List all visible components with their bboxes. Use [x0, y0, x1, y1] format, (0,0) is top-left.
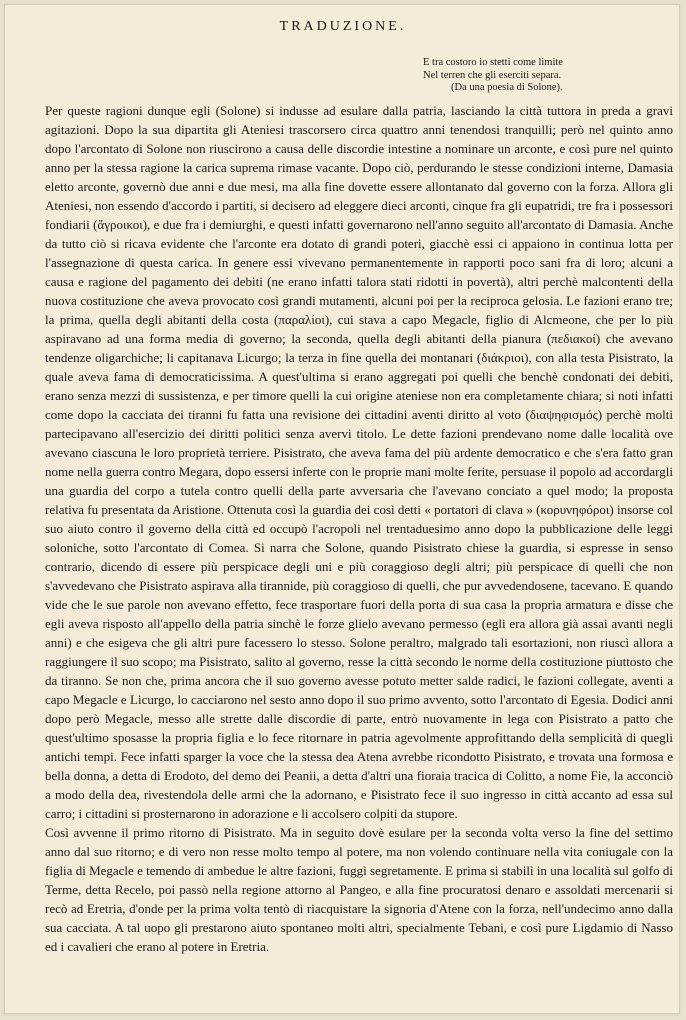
document-page [4, 4, 680, 1014]
paragraph-1: Per queste ragioni dunque egli (Solone) si indusse ad esulare dalla patria, lasciando la città tuttora in preda a gravi agitazioni. Dopo la sua dipartita gli Ateniesi trascorsero circa quattro anni tenendosi tranquilli; però nel quinto anno dopo l'arcontato di Solone non riuscirono a causa delle discordie intestine a nominare un arconte, e così pure nel quinto anno per la stessa ragione la carica suprema rimase vacante. Dopo ciò, perdurando le stesse condizioni interne, Damasia eletto arconte, governò due anni e due mesi, ma alla fine dovette essere allontanato dal governo con la forza. Allora gli Ateniesi, non essendo d'accordo i partiti, si decisero ad eleggere dieci arconti, cinque fra gli eupatridi, tre fra i possessori fondiarii (ἄγροικοι), e due fra i demiurghi, e questi infatti governarono nell'anno seguito all'arcontato di Damasia. Anche da tutto ciò si ricava evidente che l'arconte era dotato di grandi poteri, giacchè essi ci appaiono in continua lotta per l'assegnazione di questa carica. In genere essi vivevano permanentemente in rapporti poco sani fra di loro; alcuni a causa e ragione del pagamento dei debiti (ne erano infatti talora stati ridotti in povertà), altri perchè malcontenti della nuova costituzione che aveva provocato così grandi mutamenti, alcuni poi per la reciproca gelosia. Le fazioni erano tre; la prima, quella degli abitanti della costa (παραλίοι), cui stava a capo Megacle, figlio di Alcmeone, che per lo più aspiravano ad una forma media di governo; la seconda, quella degli abitanti della pianura (πεδιακοί) che avevano tendenze oligarchiche; li capitanava Licurgo; la terza in fine quella dei montanari (διάκριοι), con alla testa Pisistrato, la quale aveva fama di democraticissima. A quest'ultima si erano aggregati poi quelli che benchè condonati dei debiti, erano senza mezzi di sussistenza, e per timore quelli la cui origine ateniese non era completamente chiara; si noti infatti come dopo la cacciata dei tiranni fu fatta una revisione dei cittadini aventi diritto al voto (διαψηφισμός) perchè molti partecipavano all'esercizio dei diritti politici senza avervi titolo. Le dette fazioni prendevano nome dalle località ove avevano ciascuna le loro proprietà terriere. Pisistrato, che aveva fama del più ardente democratico e che s'era fatto gran nome nella guerra contro Megara, dopo essersi inferte con le proprie mani molte ferite, persuase il popolo ad accordargli una guardia del corpo a tutela contro quelli della parte avversaria che l'avevano conciato a quel modo; la proposta relativa fu presentata da Aristione. Ottenuta così la guardia dei così detti « portatori di clava » (κορυνηφόροι) insorse col suo aiuto contro il governo della città ed occupò l'acropoli nel trentaduesimo anno dopo la pubblicazione delle leggi soloniche, sotto l'arcontato di Comea. Si narra che Solone, quando Pisistrato chiese la guardia, si espresse in senso contrario, dicendo di essere più perspicace degli uni e più coraggioso degli altri; più perspicace di quelli che non s'avvedevano che Pisistrato aspirava alla tirannide, più coraggioso di quelli, che pur avvedendosene, tacevano. E quando vide che le sue parole non avevano effetto, fece trasportare fuori della porta di sua casa la propria armatura e disse che egli aveva risposto all'appello della patria sinchè le forze glielo avevano permesso (egli era allora già assai avanti negli anni) e che esigeva che gli altri pure facessero lo stesso. Solone peraltro, malgrado tali esortazioni, non riuscì allora a raggiungere il suo scopo; ma Pisistrato, salito al governo, resse la città secondo le norme della costituzione piuttosto che da tiranno. Se non che, prima ancora che il suo governo avesse potuto metter salde radici, le fazioni collegate, aventi a capo Megacle e Licurgo, lo cacciarono nel sesto anno dopo il suo primo avvento, sotto l'arcontato di Egesia. Dodici anni dopo però Megacle, messo alle strette dalle discordie di parte, entrò nuovamente in lega con Pisistrato a patto che quest'ultimo sposasse la propria figlia e lo fece ritornare in patria agevolmente approfittando della semplicità di quegli antichi tempi. Fece infatti sparger la voce che la stessa dea Atena avrebbe ricondotto Pisistrato, e trovata una formosa e bella donna, a detta di Erodoto, del demo dei Peanii, a detta d'altri una fioraia tracica di Colitto, a nome Fie, la acconciò a modo della dea, rivestendola delle armi che la adornano, e Pisistrato fece il suo ingresso in città accanto ad essa sul carro; i cittadini si prosternarono in adorazione e li accolsero colpiti da stupore. [45, 103, 673, 821]
epigraph-line-2: Nel terren che gli eserciti separa. [423, 69, 562, 81]
epigraph [423, 57, 673, 95]
translation-body [45, 101, 673, 956]
paragraph-2: Così avvenne il primo ritorno di Pisistrato. Ma in seguito dovè esulare per la seconda volta verso la fine del settimo anno dal suo ritorno; e di vero non resse molto tempo al potere, ma non volendo continuare nella vita coniugale con la figlia di Megacle e temendo di ambedue le altre fazioni, fuggì segretamente. E prima si stabilì in una località sul golfo di Terme, detta Recelo, poi passò nella regione attorno al Pangeo, e alla fine procuratosi denaro e assoldati mercenarii si recò ad Eretria, d'onde per la prima volta tentò di riacquistare la signoria d'Atene con la forza, nell'undecimo anno dalla sua cacciata. A tal uopo gli prestarono aiuto spontaneo molti altri, specialmente Tebani, e così pure Ligdamio di Nasso ed i cavalieri che erano al potere in Eretria. [45, 825, 673, 954]
epigraph-source: (Da una poesia di Solone). [451, 82, 563, 93]
page-title: TRADUZIONE. [279, 19, 407, 34]
epigraph-line-1: E tra costoro io stetti come limite [423, 57, 563, 68]
